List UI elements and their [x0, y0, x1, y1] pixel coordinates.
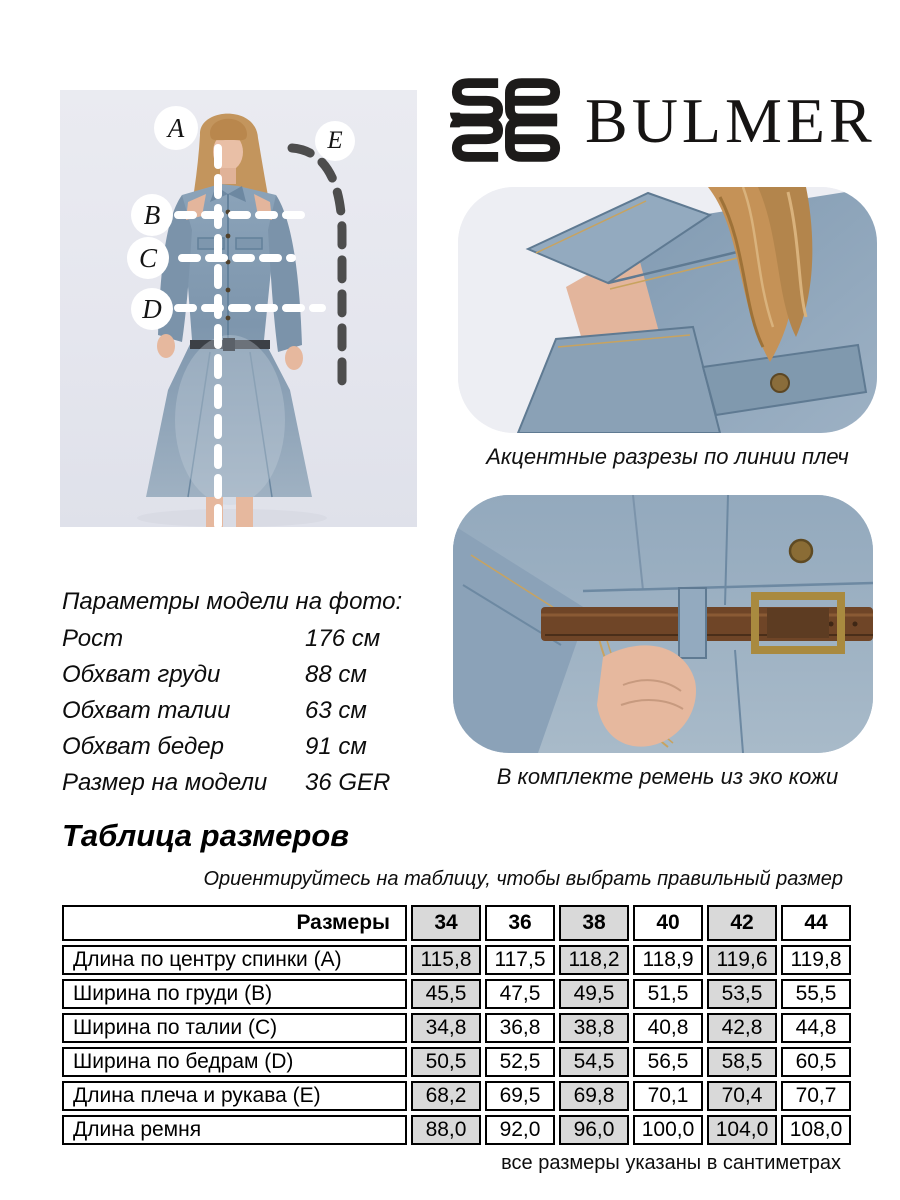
model-param-row	[62, 661, 422, 689]
size-table-footnote: все размеры указаны в сантиметрах	[501, 1152, 841, 1174]
size-table-row	[62, 1047, 851, 1077]
size-table-cell: 69,5	[485, 1081, 555, 1111]
size-table-cell: 58,5	[707, 1047, 777, 1077]
size-table-row-label: Ширина по бедрам (D)	[62, 1047, 407, 1077]
size-table-cell: 108,0	[781, 1115, 851, 1145]
model-illustration	[60, 90, 417, 527]
measurement-marker-d: D	[131, 288, 173, 330]
param-value: 63 см	[305, 697, 367, 724]
size-table-row	[62, 945, 851, 975]
size-table-cell: 119,6	[707, 945, 777, 975]
size-table-cell: 104,0	[707, 1115, 777, 1145]
size-table-cell: 34,8	[411, 1013, 481, 1043]
param-label: Обхват груди	[62, 661, 221, 688]
param-label: Рост	[62, 625, 124, 652]
param-value: 91 см	[305, 733, 367, 760]
size-table-cell: 119,8	[781, 945, 851, 975]
size-table-cell: 49,5	[559, 979, 629, 1009]
size-table	[58, 901, 855, 1149]
size-table-cell: 47,5	[485, 979, 555, 1009]
size-table-row-label: Длина ремня	[62, 1115, 407, 1145]
size-table-cell: 100,0	[633, 1115, 703, 1145]
model-params-title: Параметры модели на фото:	[62, 588, 403, 615]
size-table-cell: 40,8	[633, 1013, 703, 1043]
size-table-wrap	[58, 901, 855, 1149]
size-table-cell: 70,4	[707, 1081, 777, 1111]
bulmer-monogram-icon	[447, 73, 565, 172]
detail-photo-shoulder	[458, 187, 877, 433]
detail-photo-belt	[453, 495, 873, 753]
detail-caption-belt: В комплекте ремень из эко кожи	[496, 764, 839, 789]
model-params-block	[62, 588, 422, 805]
measurement-marker-b: B	[131, 194, 173, 236]
size-table-cell: 69,8	[559, 1081, 629, 1111]
size-table-cell: 45,5	[411, 979, 481, 1009]
size-table-cell: 115,8	[411, 945, 481, 975]
size-table-row	[62, 1081, 851, 1111]
size-table-cell: 118,2	[559, 945, 629, 975]
size-table-cell: 68,2	[411, 1081, 481, 1111]
measurement-marker-c: C	[127, 237, 169, 279]
model-param-row	[62, 697, 422, 725]
size-table-row-label: Ширина по груди (B)	[62, 979, 407, 1009]
model-param-row	[62, 733, 422, 761]
size-table-cell: 38,8	[559, 1013, 629, 1043]
size-table-cell: 88,0	[411, 1115, 481, 1145]
size-table-row	[62, 1013, 851, 1043]
size-table-cell: 92,0	[485, 1115, 555, 1145]
measurement-marker-a: A	[154, 106, 198, 150]
size-table-title: Таблица размеров	[62, 818, 350, 853]
model-param-row	[62, 769, 422, 797]
size-table-row-label: Ширина по талии (C)	[62, 1013, 407, 1043]
size-table-corner-header: Размеры	[62, 905, 407, 941]
size-table-cell: 50,5	[411, 1047, 481, 1077]
size-table-row-label: Длина по центру спинки (A)	[62, 945, 407, 975]
size-table-size-header: 44	[781, 905, 851, 941]
size-table-cell: 56,5	[633, 1047, 703, 1077]
measurement-marker-e: E	[315, 121, 355, 161]
size-table-size-header: 36	[485, 905, 555, 941]
model-param-row	[62, 625, 422, 653]
size-table-subtitle: Ориентируйтесь на таблицу, чтобы выбрать правильный размер	[203, 868, 843, 890]
size-table-cell: 70,7	[781, 1081, 851, 1111]
size-table-cell: 36,8	[485, 1013, 555, 1043]
size-table-cell: 118,9	[633, 945, 703, 975]
size-table-cell: 52,5	[485, 1047, 555, 1077]
brand-wordmark: BULMER	[585, 85, 876, 156]
size-guide-photo	[60, 90, 417, 527]
size-table-row-label: Длина плеча и рукава (E)	[62, 1081, 407, 1111]
size-table-cell: 42,8	[707, 1013, 777, 1043]
param-value: 88 см	[305, 661, 367, 688]
size-table-cell: 44,8	[781, 1013, 851, 1043]
size-table-cell: 70,1	[633, 1081, 703, 1111]
size-table-header-row	[62, 905, 851, 941]
size-table-size-header: 42	[707, 905, 777, 941]
detail-caption-shoulder: Акцентные разрезы по линии плеч	[486, 444, 849, 469]
size-table-cell: 96,0	[559, 1115, 629, 1145]
size-table-cell: 53,5	[707, 979, 777, 1009]
size-table-cell: 51,5	[633, 979, 703, 1009]
size-table-body	[62, 945, 851, 1145]
param-value: 36 GER	[305, 769, 391, 796]
size-table-size-header: 40	[633, 905, 703, 941]
size-table-size-header: 38	[559, 905, 629, 941]
size-table-row	[62, 1115, 851, 1145]
param-label: Обхват талии	[62, 697, 231, 724]
size-table-cell: 55,5	[781, 979, 851, 1009]
size-table-cell: 54,5	[559, 1047, 629, 1077]
size-table-size-header: 34	[411, 905, 481, 941]
param-label: Обхват бедер	[62, 733, 224, 760]
param-label: Размер на модели	[62, 769, 268, 796]
param-value: 176 см	[305, 625, 381, 652]
size-table-row	[62, 979, 851, 1009]
size-table-cell: 117,5	[485, 945, 555, 975]
size-table-cell: 60,5	[781, 1047, 851, 1077]
